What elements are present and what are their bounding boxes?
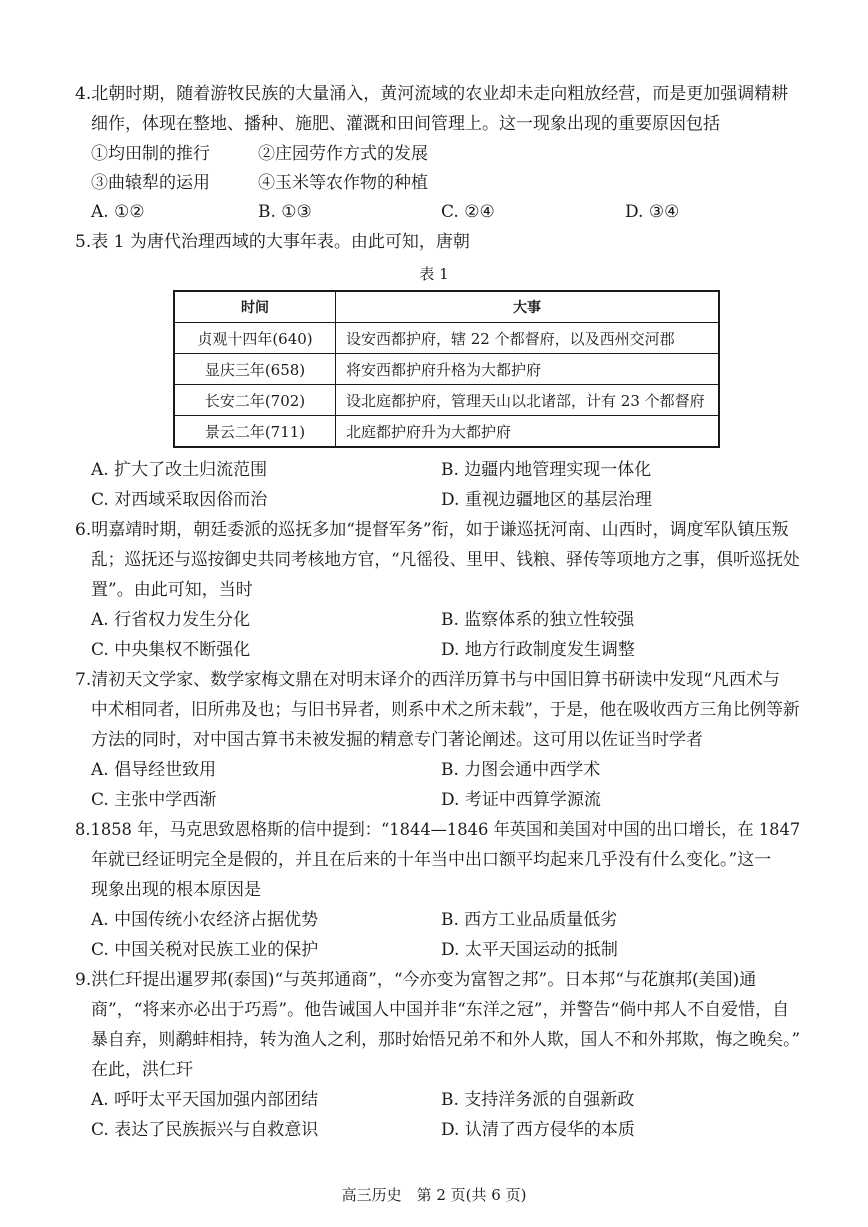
question-8-option-a[interactable]: A. 中国传统小农经济占据优势 <box>91 910 319 930</box>
table-cell-event: 设安西都护府，辖 22 个都督府，以及西州交河郡 <box>336 323 720 354</box>
events-table <box>173 290 720 448</box>
question-7-option-a[interactable]: A. 倡导经世致用 <box>91 760 217 780</box>
question-6-stem-line-3: 置”。由此可知，当时 <box>91 580 253 600</box>
question-8-stem-line-2: 年就已经证明完全是假的，并且在后来的十年当中出口额平均起来几乎没有什么变化。”这一 <box>91 850 772 870</box>
table-row <box>174 323 719 354</box>
question-9-option-a[interactable]: A. 呼吁太平天国加强内部团结 <box>91 1090 319 1110</box>
question-6-option-a[interactable]: A. 行省权力发生分化 <box>91 610 251 630</box>
question-6-stem-line-1: 6.明嘉靖时期，朝廷委派的巡抚多加“提督军务”衔，如于谦巡抚河南、山西时，调度军队镇压叛 <box>75 520 789 540</box>
table-header-row <box>174 291 719 323</box>
question-8-stem-line-3: 现象出现的根本原因是 <box>91 880 261 900</box>
question-7-option-b[interactable]: B. 力图会通中西学术 <box>441 760 601 780</box>
question-5-option-a[interactable]: A. 扩大了改土归流范围 <box>91 460 268 480</box>
table-header-time: 时间 <box>174 291 336 323</box>
question-9-option-c[interactable]: C. 表达了民族振兴与自救意识 <box>91 1120 319 1140</box>
question-4-statement-3: ③曲辕犁的运用 <box>91 173 210 193</box>
table-cell-event: 将安西都护府升格为大都护府 <box>336 354 720 385</box>
table-row <box>174 354 719 385</box>
question-7-stem-line-2: 中术相同者，旧所弗及也；与旧书异者，则系中术之所未载”，于是，他在吸收西方三角比例等新 <box>91 700 800 720</box>
question-4-stem-line-2: 细作，体现在整地、播种、施肥、灌溉和田间管理上。这一现象出现的重要原因包括 <box>91 114 720 134</box>
table-cell-event: 设北庭都护府，管理天山以北诸部，计有 23 个都督府 <box>336 385 720 416</box>
question-5-stem-line-1: 5.表 1 为唐代治理西域的大事年表。由此可知，唐朝 <box>75 232 470 252</box>
question-4-statement-1: ①均田制的推行 <box>91 144 210 164</box>
question-9-stem-line-4: 在此，洪仁玕 <box>91 1060 193 1080</box>
question-6-option-c[interactable]: C. 中央集权不断强化 <box>91 640 251 660</box>
table-cell-time: 长安二年(702) <box>174 385 336 416</box>
page-footer: 高三历史 第 2 页(共 6 页) <box>341 1186 527 1204</box>
question-8-stem-line-1: 8.1858 年，马克思致恩格斯的信中提到：“1844—1846 年英国和美国对中国的出口增长，在 1847 <box>75 820 801 840</box>
question-9-stem-line-1: 9.洪仁玕提出暹罗邦(泰国)“与英邦通商”，“今亦变为富智之邦”。日本邦“与花旗邦(美国)通 <box>75 970 757 990</box>
question-8-option-d[interactable]: D. 太平天国运动的抵制 <box>441 940 618 960</box>
table-row <box>174 385 719 416</box>
question-7-option-d[interactable]: D. 考证中西算学源流 <box>441 790 601 810</box>
question-7-option-c[interactable]: C. 主张中学西渐 <box>91 790 217 810</box>
question-6-stem-line-2: 乱；巡抚还与巡按御史共同考核地方官，“凡徭役、里甲、钱粮、驿传等项地方之事，俱听巡抚处 <box>91 550 800 570</box>
question-6-option-b[interactable]: B. 监察体系的独立性较强 <box>441 610 635 630</box>
question-4-option-c[interactable]: C. ②④ <box>441 202 495 222</box>
question-9-stem-line-2: 商”，“将来亦必出于巧焉”。他告诫国人中国并非“东洋之冠”，并警告“倘中邦人不自爱惜，自 <box>91 1000 790 1020</box>
question-5-option-b[interactable]: B. 边疆内地管理实现一体化 <box>441 460 652 480</box>
table-cell-time: 贞观十四年(640) <box>174 323 336 354</box>
question-7-stem-line-3: 方法的同时，对中国古算书未被发掘的精意专门著论阐述。这可用以佐证当时学者 <box>91 730 703 750</box>
question-4-statement-2: ②庄园劳作方式的发展 <box>258 144 428 164</box>
question-4-option-b[interactable]: B. ①③ <box>258 202 312 222</box>
table-cell-time: 显庆三年(658) <box>174 354 336 385</box>
question-9-stem-line-3: 暴自弃，则鹬蚌相持，转为渔人之利，那时始悟兄弟不和外人欺，国人不和外邦欺，悔之晚矣。” <box>91 1030 801 1050</box>
question-4-option-d[interactable]: D. ③④ <box>625 202 680 222</box>
question-7-stem-line-1: 7.清初天文学家、数学家梅文鼎在对明末译介的西洋历算书与中国旧算书研读中发现“凡西术与 <box>75 670 780 690</box>
question-4-stem-line-1: 4.北朝时期，随着游牧民族的大量涌入，黄河流域的农业却未走向粗放经营，而是更加强调精耕 <box>75 84 789 104</box>
question-5-option-c[interactable]: C. 对西域采取因俗而治 <box>91 490 268 510</box>
table-row <box>174 416 719 448</box>
question-8-option-c[interactable]: C. 中国关税对民族工业的保护 <box>91 940 319 960</box>
table-caption: 表 1 <box>419 265 449 283</box>
question-4-statement-4: ④玉米等农作物的种植 <box>258 173 428 193</box>
table-cell-time: 景云二年(711) <box>174 416 336 448</box>
table-cell-event: 北庭都护府升为大都护府 <box>336 416 720 448</box>
table-header-event: 大事 <box>336 291 720 323</box>
question-9-option-d[interactable]: D. 认清了西方侵华的本质 <box>441 1120 635 1140</box>
question-8-option-b[interactable]: B. 西方工业品质量低劣 <box>441 910 618 930</box>
question-9-option-b[interactable]: B. 支持洋务派的自强新政 <box>441 1090 635 1110</box>
question-5-option-d[interactable]: D. 重视边疆地区的基层治理 <box>441 490 652 510</box>
question-4-option-a[interactable]: A. ①② <box>91 202 145 222</box>
question-6-option-d[interactable]: D. 地方行政制度发生调整 <box>441 640 635 660</box>
